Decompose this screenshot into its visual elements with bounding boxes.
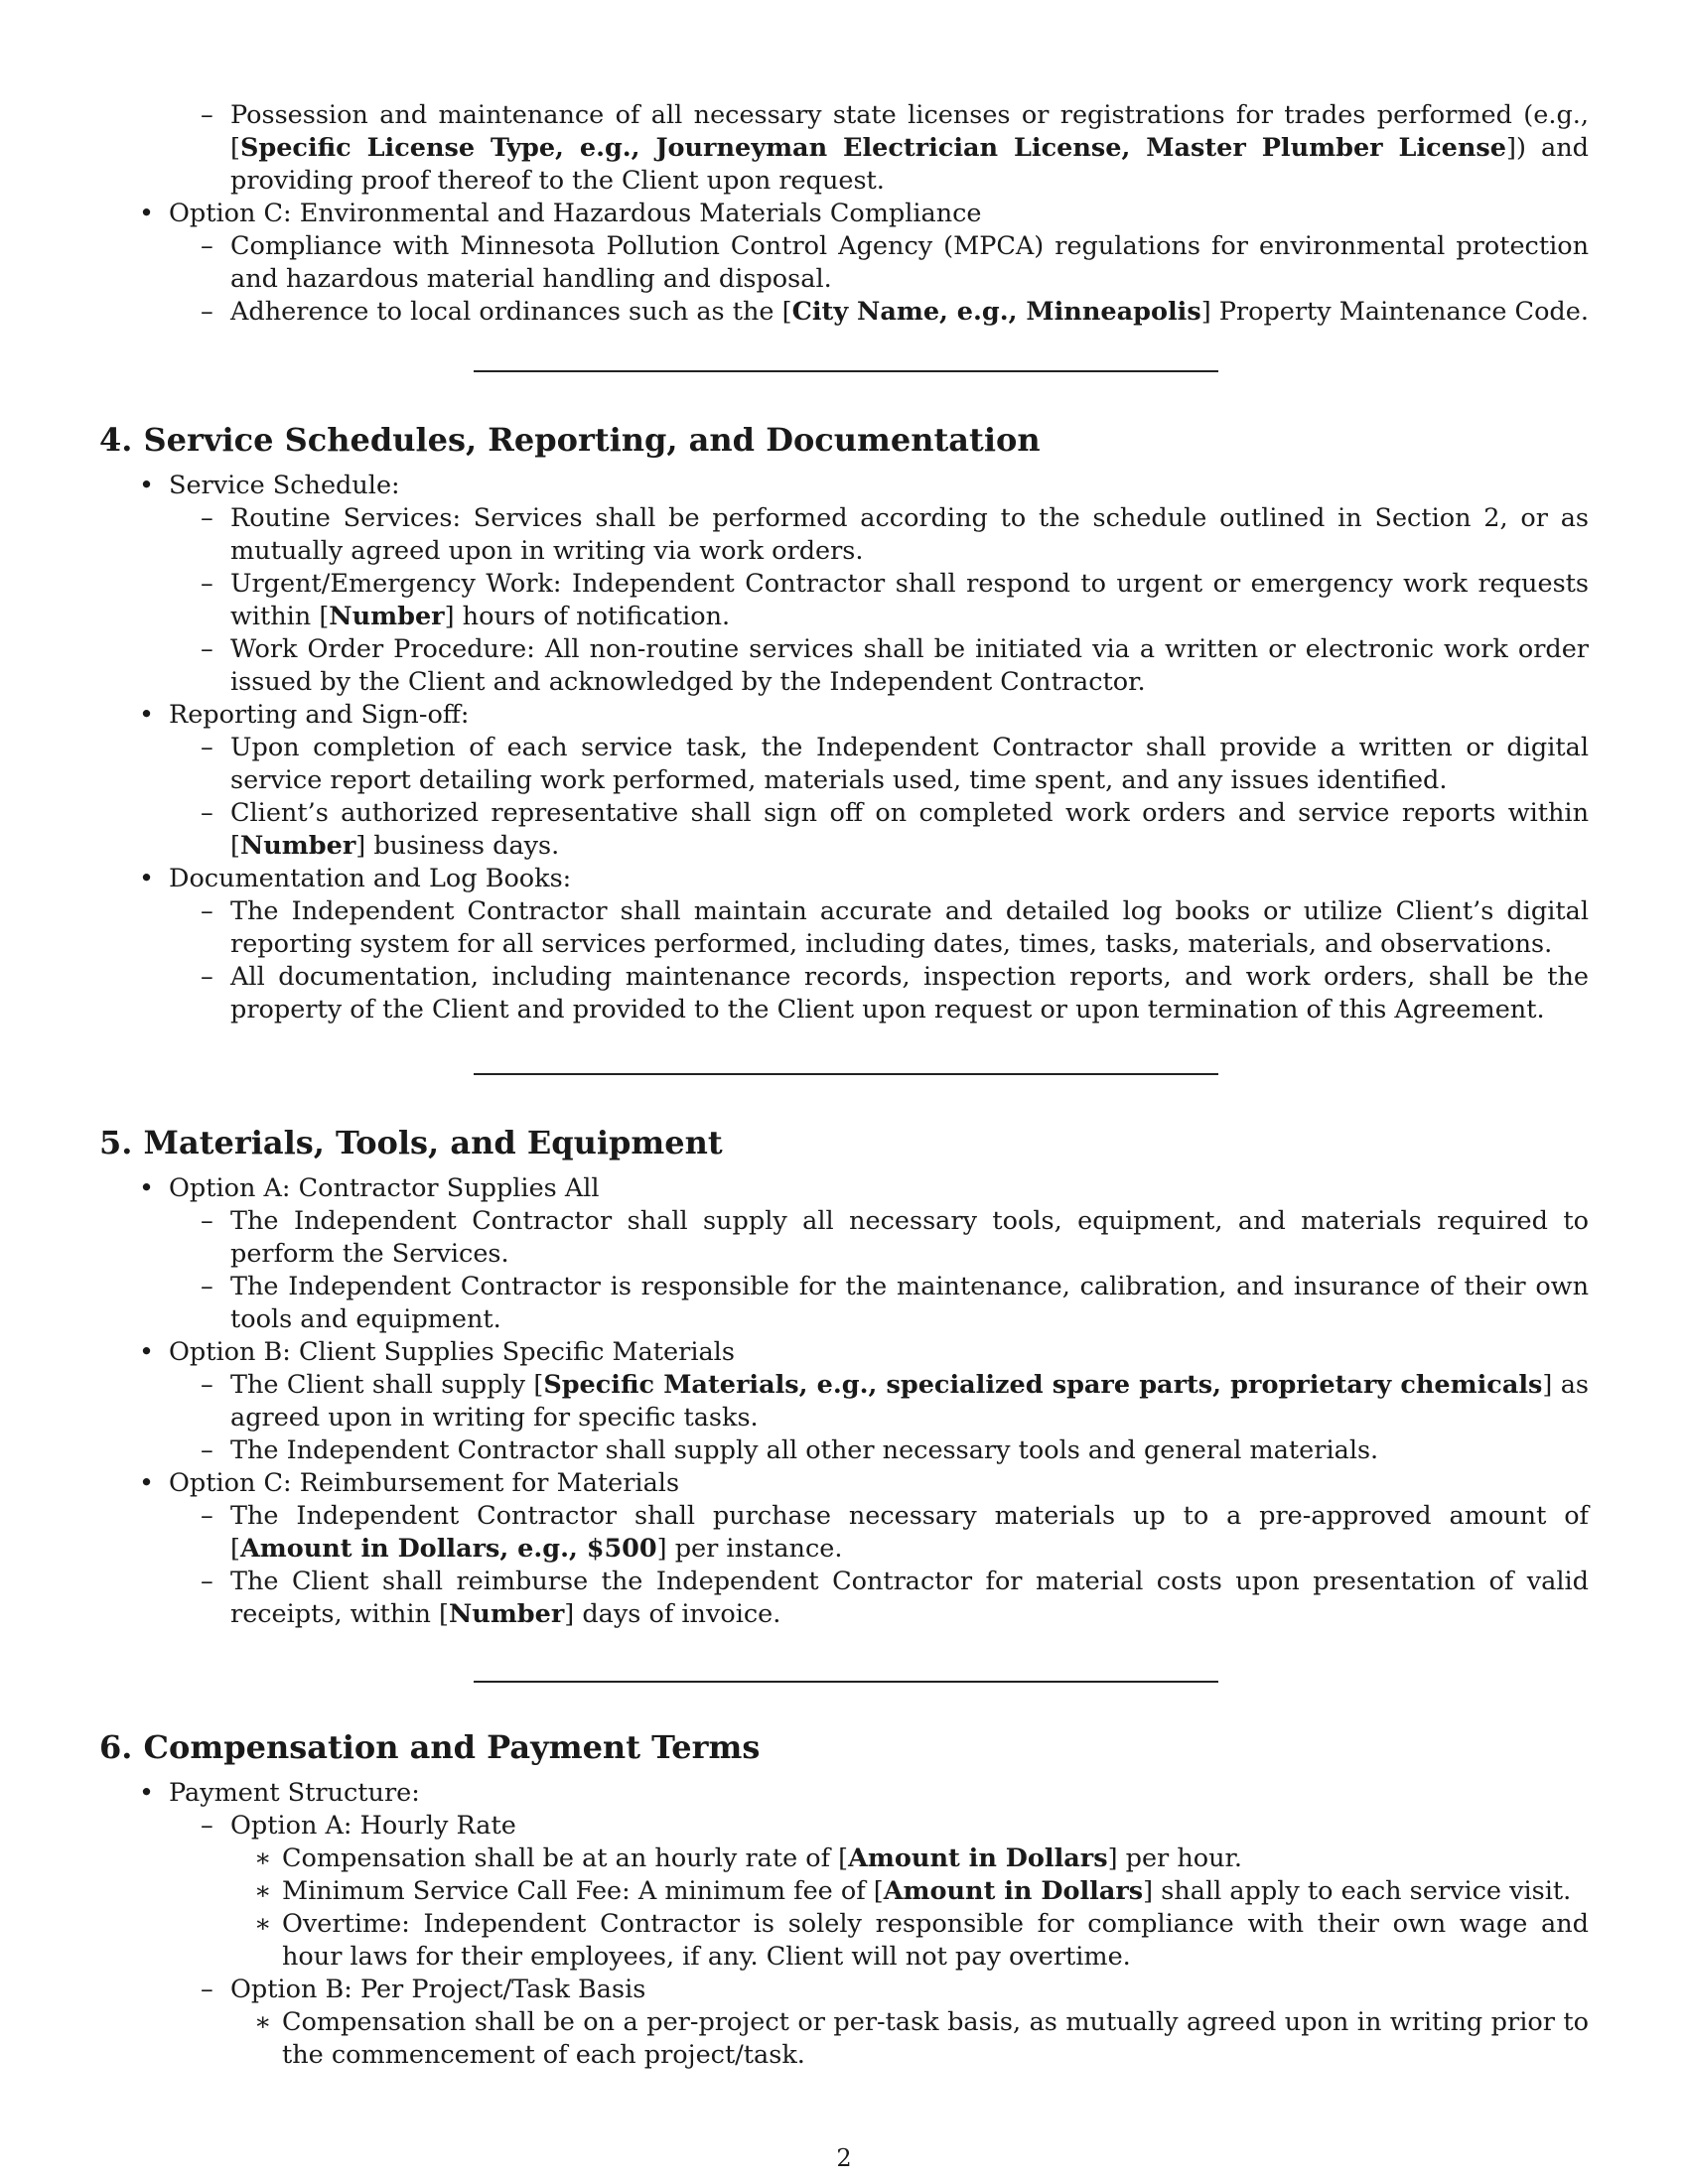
section-5: [99, 1123, 1589, 1631]
list-item: – The Independent Contractor shall purchase necessary materials up to a pre-approved amount of [Amount in Dollars, e.g., $500] per instance.: [201, 1501, 1589, 1564]
section-divider: [474, 370, 1218, 372]
bullet: •: [139, 864, 155, 893]
dash-bullet: –: [201, 231, 213, 261]
list-item: • Documentation and Log Books:: [139, 864, 572, 893]
list-item: – The Independent Contractor shall supply all other necessary tools and general materials.: [201, 1435, 1379, 1465]
dash-bullet: –: [201, 569, 213, 599]
section-3-continuation: [99, 99, 1589, 329]
dash-bullet: –: [201, 896, 213, 926]
bullet: •: [139, 1337, 155, 1367]
dash-bullet: –: [201, 962, 213, 992]
bullet: •: [139, 199, 155, 228]
dash-bullet: –: [201, 1272, 213, 1301]
list-item: – Urgent/Emergency Work: Independent Contractor shall respond to urgent or emergency work requests within [Number] hours of notification.: [201, 569, 1589, 631]
section-divider: [474, 1073, 1218, 1075]
list-item: – Work Order Procedure: All non-routine services shall be initiated via a written or electronic work order issued by the Client and acknowledged by the Independent Contractor.: [201, 634, 1589, 697]
list-item: – All documentation, including maintenance records, inspection reports, and work orders, shall be the property of the Client and provided to the Client upon request or upon termination of this Agreement.: [201, 962, 1589, 1024]
section-divider: [474, 1681, 1218, 1683]
section-heading: 5. Materials, Tools, and Equipment: [99, 1124, 723, 1161]
list-item: – The Independent Contractor shall maintain accurate and detailed log books or utilize Client’s digital reporting system for all services performed, including dates, times, tasks, materials, and observations.: [201, 896, 1589, 959]
section-heading: 6. Compensation and Payment Terms: [99, 1728, 761, 1766]
list-item: • Option B: Client Supplies Specific Materials: [139, 1337, 735, 1367]
bullet: •: [139, 1173, 155, 1203]
page-number: 2: [836, 2144, 852, 2172]
list-item: – The Independent Contractor is responsible for the maintenance, calibration, and insurance of their own tools and equipment.: [201, 1272, 1589, 1334]
bullet: •: [139, 1778, 155, 1808]
section-heading: 4. Service Schedules, Reporting, and Documentation: [99, 421, 1041, 459]
asterisk-bullet: ∗: [254, 1909, 272, 1939]
dash-bullet: –: [201, 1435, 213, 1465]
list-item: – Option A: Hourly Rate: [201, 1811, 516, 1841]
bullet: •: [139, 1468, 155, 1498]
list-item: – Possession and maintenance of all necessary state licenses or registrations for trades performed (e.g., [Specific License Type, e.g., Journeyman Electrician License, Master Plumber License]) and providing proof thereof to the Client upon request.: [201, 100, 1589, 196]
list-item: • Option C: Environmental and Hazardous Materials Compliance: [139, 199, 982, 228]
list-item: – The Client shall reimburse the Independent Contractor for material costs upon presentation of valid receipts, within [Number] days of invoice.: [201, 1567, 1589, 1629]
bullet: •: [139, 471, 155, 500]
list-item: • Service Schedule:: [139, 471, 400, 500]
dash-bullet: –: [201, 1370, 213, 1400]
asterisk-bullet: ∗: [254, 2007, 272, 2037]
dash-bullet: –: [201, 1501, 213, 1531]
dash-bullet: –: [201, 733, 213, 762]
list-item: – Adherence to local ordinances such as the [City Name, e.g., Minneapolis] Property Maintenance Code.: [201, 297, 1589, 327]
list-item: • Option A: Contractor Supplies All: [139, 1173, 600, 1203]
list-item: ∗ Compensation shall be on a per-project or per-task basis, as mutually agreed upon in writing prior to the commencement of each project/task.: [254, 2007, 1589, 2070]
list-item: – Compliance with Minnesota Pollution Control Agency (MPCA) regulations for environmental protection and hazardous material handling and disposal.: [201, 231, 1589, 294]
dash-bullet: –: [201, 1206, 213, 1236]
dash-bullet: –: [201, 503, 213, 533]
dash-bullet: –: [201, 100, 213, 130]
asterisk-bullet: ∗: [254, 1876, 272, 1906]
list-item: • Option C: Reimbursement for Materials: [139, 1468, 680, 1498]
list-item: ∗ Overtime: Independent Contractor is solely responsible for compliance with their own wage and hour laws for their employees, if any. Client will not pay overtime.: [254, 1909, 1589, 1972]
section-6: [99, 1727, 1589, 2072]
list-item: ∗ Compensation shall be at an hourly rate of [Amount in Dollars] per hour.: [254, 1843, 1243, 1873]
list-item: ∗ Minimum Service Call Fee: A minimum fee of [Amount in Dollars] shall apply to each service visit.: [254, 1876, 1572, 1906]
dash-bullet: –: [201, 634, 213, 664]
dash-bullet: –: [201, 297, 213, 327]
dash-bullet: –: [201, 1811, 213, 1841]
list-item: – Client’s authorized representative shall sign off on completed work orders and service reports within [Number] business days.: [201, 798, 1589, 861]
dash-bullet: –: [201, 1567, 213, 1596]
asterisk-bullet: ∗: [254, 1843, 272, 1873]
bullet: •: [139, 700, 155, 730]
list-item: – Routine Services: Services shall be performed according to the schedule outlined in Section 2, or as mutually agreed upon in writing via work orders.: [201, 503, 1589, 566]
dash-bullet: –: [201, 1975, 213, 2004]
list-item: – Option B: Per Project/Task Basis: [201, 1975, 646, 2004]
dash-bullet: –: [201, 798, 213, 828]
list-item: • Payment Structure:: [139, 1778, 420, 1808]
list-item: • Reporting and Sign-off:: [139, 700, 470, 730]
list-item: – Upon completion of each service task, the Independent Contractor shall provide a written or digital service report detailing work performed, materials used, time spent, and any issues identified.: [201, 733, 1589, 795]
section-4: [99, 420, 1589, 1026]
list-item: – The Client shall supply [Specific Materials, e.g., specialized spare parts, proprietary chemicals] as agreed upon in writing for specific tasks.: [201, 1370, 1590, 1433]
list-item: – The Independent Contractor shall supply all necessary tools, equipment, and materials required to perform the Services.: [201, 1206, 1589, 1269]
